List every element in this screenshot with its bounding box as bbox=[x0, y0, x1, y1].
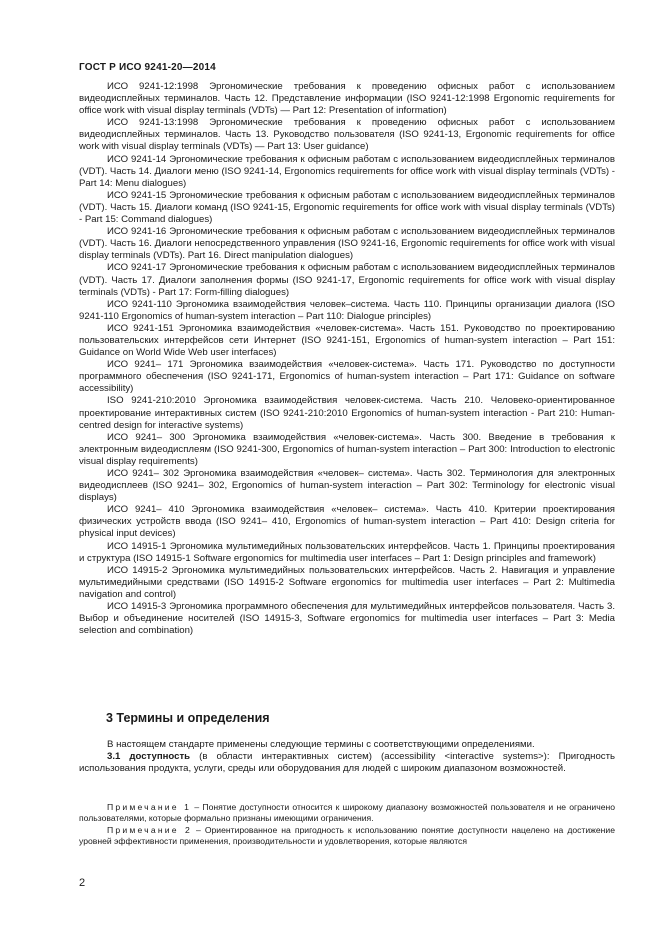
reference-item: ИСО 9241-151 Эргономика взаимодействия «человек-система». Часть 151. Руководство по проектированию пользовательских интерфейсов сети Интернет (ISO 9241-151, Ergonomics of human-system interaction – Part 151: Guidance on World Wide Web user interfaces) bbox=[79, 322, 615, 359]
definition-paragraph bbox=[79, 751, 615, 775]
reference-item: ИСО 9241-14 Эргономические требования к офисным работам с использованием видеодисплейных терминалов (VDT). Часть 14. Диалоги меню (ISO 9241-14, Ergonomics requirements for office work with visual display terminals (VDTs) - Part 14: Menu dialogues) bbox=[79, 153, 615, 189]
document-header: ГОСТ Р ИСО 9241-20—2014 bbox=[79, 62, 216, 73]
reference-item: ISO 9241-210:2010 Эргономика взаимодействия человек-система. Часть 210. Человеко-ориентированное проектирование интерактивных систем (ISO 9241-210:2010 Ergonomics of human-system interaction - Part 210: Human-centred design for interactive systems) bbox=[79, 395, 615, 431]
section-title: 3 Термины и определения bbox=[106, 711, 270, 725]
reference-item: ИСО 9241-12:1998 Эргономические требования к проведению офисных работ с использованием видеодисплейных терминалов. Часть 12. Представление информации (ISO 9241-12:1998 Ergonomic requirements for office work with visual display terminals (VDTs) — Part 12: Presentation of information) bbox=[79, 81, 615, 117]
reference-item: ИСО 9241-16 Эргономические требования к офисным работам с использованием видеодисплейных терминалов (VDT). Часть 16. Диалоги непосредственного управления (ISO 9241-16, Ergonomic requirements for office work with visual display terminals (VDTs). Part 16. Direct manipulation dialogues) bbox=[79, 226, 615, 262]
reference-item: ИСО 9241-13:1998 Эргономические требования к проведению офисных работ с использованием видеодисплейных терминалов. Часть 13. Руководство пользователя (ISO 9241-13, Ergonomic requirements for office work with visual display terminals (VDTs) — Part 13: User guidance) bbox=[79, 117, 615, 153]
reference-item: ИСО 9241– 300 Эргономика взаимодействия «человек-система». Часть 300. Введение в требования к электронным видеодисплеям (ISO 9241-300, Ergonomics of human-system interaction – Part 300: Introduction to electronic visual display requirements) bbox=[79, 431, 615, 467]
reference-item: ИСО 14915-3 Эргономика программного обеспечения для мультимедийных интерфейсов пользователя. Часть 3. Выбор и объединение носителей (ISO 14915-3, Software ergonomics for multimedia user interfaces – Part 3: Media selection and combination) bbox=[79, 601, 615, 637]
reference-item: ИСО 9241-17 Эргономические требования к офисным работам с использованием видеодисплейных терминалов (VDT). Часть 17. Диалоги заполнения формы (ISO 9241-17, Ergonomic requirements for office work with visual display terminals (VDTs) - Part 17: Form-filling dialogues) bbox=[79, 262, 615, 298]
section-body bbox=[79, 739, 615, 775]
reference-item: ИСО 9241– 410 Эргономика взаимодействия «человек– система». Часть 410. Критерии проектирования физических устройств ввода (ISO 9241– 410, Ergonomics of human-system interaction – Part 410: Design criteria for physical input devices) bbox=[79, 504, 615, 540]
note-2 bbox=[79, 825, 615, 848]
reference-item: ИСО 14915-1 Эргономика мультимедийных пользовательских интерфейсов. Часть 1. Принципы проектирования и структура (ISO 14915-1 Software ergonomics for multimedia user interfaces – Part 1: Design principles and framework) bbox=[79, 540, 615, 564]
note-text: – Понятие доступности относится к широкому диапазону возможностей пользователя и не ограничено пользователями, которые формально признаны имеющими ограничения. bbox=[79, 802, 616, 824]
term-name: 3.1 доступность bbox=[107, 751, 191, 763]
reference-item: ИСО 9241-110 Эргономика взаимодействия человек–система. Часть 110. Принципы организации диалога (ISO 9241-110 Ergonomics of human-system interaction – Part 110: Dialogue principles) bbox=[79, 298, 615, 322]
reference-item: ИСО 9241– 302 Эргономика взаимодействия «человек– система». Часть 302. Терминология для электронных видеодисплеев (ISO 9241– 302, Ergonomics of human-system interaction – Part 302: Terminology for electronic visual displays) bbox=[79, 468, 615, 504]
normative-references bbox=[79, 81, 615, 637]
note-label: Примечание 2 bbox=[107, 824, 192, 835]
note-label: Примечание 1 bbox=[107, 802, 192, 812]
reference-item: ИСО 9241– 171 Эргономика взаимодействия «человек-система». Часть 171. Руководство по доступности программного обеспечения (ISO 9241-171, Ergonomics of human-system interaction – Part 171: Guidance on software accessibility) bbox=[79, 359, 615, 395]
reference-item: ИСО 9241-15 Эргономические требования к офисным работам с использованием видеодисплейных терминалов (VDT). Часть 15. Диалоги команд (ISO 9241-15, Ergonomic requirements for office work with visual display terminals (VDTs) - Part 15: Command dialogues) bbox=[79, 189, 615, 226]
page-number: 2 bbox=[79, 877, 86, 889]
term-definition: (в области интерактивных систем) (accessibility <interactive systems>): Пригодность использования продукта, услуги, среды или оборудования для людей с широким диапазоном возможностей. bbox=[79, 751, 615, 775]
note-text: – Ориентированное на пригодность к использованию понятие доступности нацелено на достижение уровней эффективности применения, производительности и удовлетворения, которые являются bbox=[79, 824, 615, 847]
note-1 bbox=[79, 802, 615, 825]
reference-item: ИСО 14915-2 Эргономика мультимедийных пользовательских интерфейсов. Часть 2. Навигация и управление мультимедийными средствами (ISO 14915-2 Software ergonomics for multimedia user interfaces – Part 2: Multimedia navigation and control) bbox=[79, 564, 615, 600]
notes bbox=[79, 802, 615, 848]
intro-paragraph: В настоящем стандарте применены следующие термины с соответствующими определениями. bbox=[107, 739, 535, 750]
